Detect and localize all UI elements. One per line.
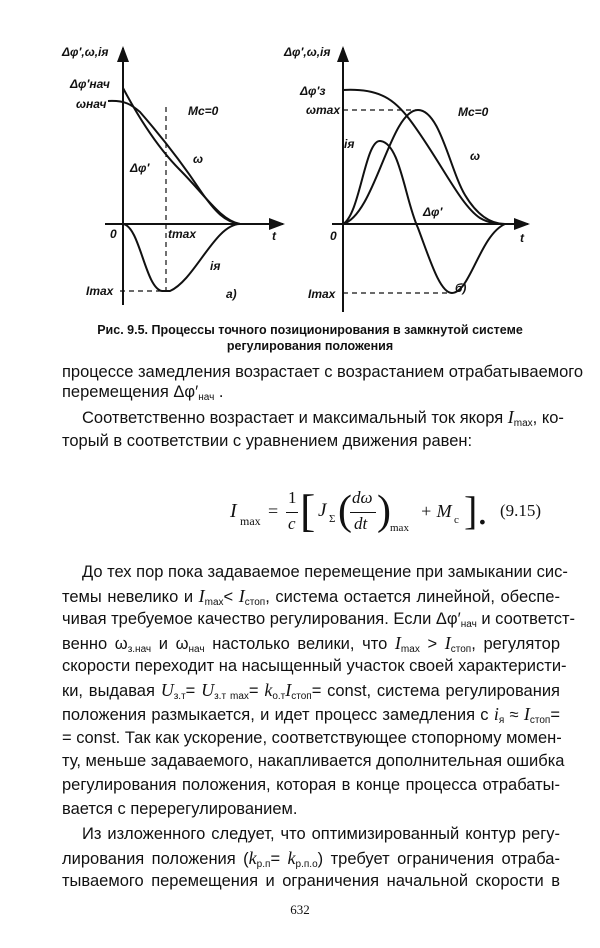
math-symbol: k xyxy=(248,848,257,868)
subscript: з.т max xyxy=(214,691,249,702)
subscript: о.т xyxy=(272,691,286,702)
axis-label: Δφ′,ω,iя xyxy=(62,45,109,59)
math-symbol: I xyxy=(507,407,514,427)
formula-m-sub: c xyxy=(454,514,459,526)
text-run: торый в соответствии с уравнением движения равен: xyxy=(62,432,473,450)
text-run: = xyxy=(270,850,288,868)
text-run: и соответст- xyxy=(476,610,576,628)
omega-max-label: ωmax xyxy=(306,103,341,117)
subscript: р.п.о xyxy=(295,859,318,870)
panel-a-labels xyxy=(61,45,277,301)
dphi-label: Δφ′ xyxy=(130,161,150,175)
text-run: ки, выдавая xyxy=(62,682,161,700)
text-run: и ω xyxy=(151,635,189,653)
fraction-bar xyxy=(286,512,298,513)
subscript: стоп xyxy=(450,644,472,655)
caption-line-1: Рис. 9.5. Процессы точного позиционирования в замкнутой системе xyxy=(97,323,523,337)
text-run: ту, меньше задаваемого, накапливается дополнительная ошибка xyxy=(62,752,565,770)
text-run: ) требует ограничения отраба- xyxy=(317,850,560,868)
formula-plus-m: + M xyxy=(420,501,452,521)
subscript: я xyxy=(498,715,505,726)
text-run: Из изложенного следует, что оптимизированный контур регу- xyxy=(82,825,560,843)
left-bracket: [ xyxy=(300,485,316,536)
t-label: t xyxy=(520,231,524,245)
text-line xyxy=(62,362,584,382)
math-symbol: U xyxy=(160,680,174,700)
dphi-start-label: Δφ′з xyxy=(300,84,326,98)
formula-dw: dω xyxy=(352,488,373,507)
text-run: < xyxy=(223,588,239,606)
axis-label: Δφ′,ω,iя xyxy=(284,45,331,59)
panel-label: a) xyxy=(226,287,237,301)
text-run: чивая требуемое качество регулирования. Если Δφ′ xyxy=(62,610,461,628)
figure-caption xyxy=(60,322,560,354)
mc-label: Mc=0 xyxy=(188,104,219,118)
text-run: вается с перерегулированием. xyxy=(62,800,298,818)
text-run: , ко- xyxy=(532,409,564,427)
subscript: з.нач xyxy=(127,644,152,655)
subscript: max xyxy=(204,597,224,608)
dphi-start-label: Δφ′нач xyxy=(70,77,110,91)
text-line xyxy=(82,562,568,582)
formula-den: c xyxy=(288,514,296,533)
text-run: = xyxy=(550,706,560,724)
text-run: , регулятор xyxy=(471,635,560,653)
text-run: тываемого перемещения и ограничения начальной скорости в xyxy=(62,872,560,890)
formula-lhs: I xyxy=(230,500,237,522)
text-line xyxy=(62,680,560,707)
imax-label: Imax xyxy=(308,287,336,301)
omega-start-label: ωнач xyxy=(76,97,107,111)
ia-label: iя xyxy=(210,259,221,273)
text-run: перемещения Δφ′ xyxy=(62,383,199,401)
equation-9-15 xyxy=(0,485,600,548)
math-symbol: I xyxy=(285,680,292,700)
text-run: Соответственно возрастает и максимальный ток якоря xyxy=(82,409,508,427)
page-number: 632 xyxy=(290,902,310,917)
left-paren: ( xyxy=(338,488,352,534)
math-symbol: I xyxy=(394,633,401,653)
math-symbol: k xyxy=(264,680,273,700)
subscript: max xyxy=(400,644,420,655)
math-symbol: i xyxy=(493,704,499,724)
text-line xyxy=(62,728,560,748)
text-line xyxy=(62,382,560,408)
subscript: стоп xyxy=(291,691,312,702)
origin-label: 0 xyxy=(110,227,117,241)
text-line xyxy=(82,407,564,434)
imax-label: Imax xyxy=(86,284,114,298)
subscript: нач xyxy=(198,392,215,403)
subscript: нач xyxy=(188,644,205,655)
text-run: регулирования положения, которая в конце процесса отрабаты- xyxy=(62,776,560,794)
text-run: положения размыкается, и идет процесс замедления с xyxy=(62,706,494,724)
text-line xyxy=(62,871,560,891)
panel-b xyxy=(332,48,528,312)
text-run: настолько велики, что xyxy=(204,635,395,653)
text-run: ≈ xyxy=(504,706,524,724)
dphi-curve xyxy=(123,88,240,224)
math-symbol: I xyxy=(198,586,205,606)
text-run: . xyxy=(214,383,224,401)
text-run: > xyxy=(419,635,445,653)
subscript: стоп xyxy=(529,715,551,726)
figure-9-5 xyxy=(0,0,600,320)
text-line xyxy=(82,824,560,844)
formula-paren-sub: max xyxy=(390,522,409,534)
text-run: процессе замедления возрастает с возрастанием отрабатываемого xyxy=(62,363,584,381)
text-line xyxy=(62,656,567,676)
panel-b-labels xyxy=(283,45,525,301)
text-run: = const, система регулирования xyxy=(311,682,560,700)
formula-end: ]. xyxy=(464,488,488,533)
text-line xyxy=(62,775,560,795)
math-symbol: I xyxy=(523,704,530,724)
text-line xyxy=(62,609,576,635)
text-run: темы невелико и xyxy=(62,588,199,606)
text-run: , система остается линейной, обеспе- xyxy=(265,588,560,606)
formula-lhs-sub: max xyxy=(240,514,261,528)
ia-label: iя xyxy=(344,137,355,151)
text-line xyxy=(62,431,560,451)
right-paren: ) xyxy=(377,488,391,534)
formula-dt: dt xyxy=(354,514,368,533)
formula-num: 1 xyxy=(288,488,297,507)
origin-label: 0 xyxy=(330,229,337,243)
omega-label: ω xyxy=(470,149,481,163)
mc-label: Mc=0 xyxy=(458,105,489,119)
subscript: з.т xyxy=(173,691,186,702)
text-line xyxy=(62,799,560,819)
math-symbol: I xyxy=(238,586,245,606)
formula-j-sub: Σ xyxy=(329,513,336,525)
text-line xyxy=(62,751,565,771)
t-label: t xyxy=(272,229,276,243)
panel-label: б) xyxy=(455,281,467,295)
formula-j: J xyxy=(318,500,327,521)
fraction-bar-2 xyxy=(350,512,376,513)
text-run: = xyxy=(185,682,202,700)
dphi-label: Δφ′ xyxy=(423,205,443,219)
text-run: лирования положения ( xyxy=(62,850,249,868)
subscript: нач xyxy=(460,619,477,630)
tmax-label: tmax xyxy=(168,227,197,241)
text-run: = xyxy=(248,682,265,700)
text-run: венно ω xyxy=(62,635,128,653)
subscript: стоп xyxy=(244,597,266,608)
subscript: max xyxy=(513,418,533,429)
math-symbol: I xyxy=(444,633,451,653)
omega-label: ω xyxy=(193,152,204,166)
text-run: = const. Так как ускорение, соответствующее стопорному момен- xyxy=(62,729,562,747)
text-run: скорости переходит на насыщенный участок своей характеристи- xyxy=(62,657,567,675)
equation-number: (9.15) xyxy=(500,501,542,520)
panel-a xyxy=(105,48,283,305)
subscript: р.п xyxy=(256,859,271,870)
text-run: До тех пор пока задаваемое перемещение при замыкании сис- xyxy=(82,563,568,581)
caption-line-2: регулирования положения xyxy=(226,339,394,353)
text-line xyxy=(62,704,560,731)
formula-eq: = xyxy=(268,501,279,521)
math-symbol: k xyxy=(287,848,296,868)
math-symbol: U xyxy=(201,680,215,700)
